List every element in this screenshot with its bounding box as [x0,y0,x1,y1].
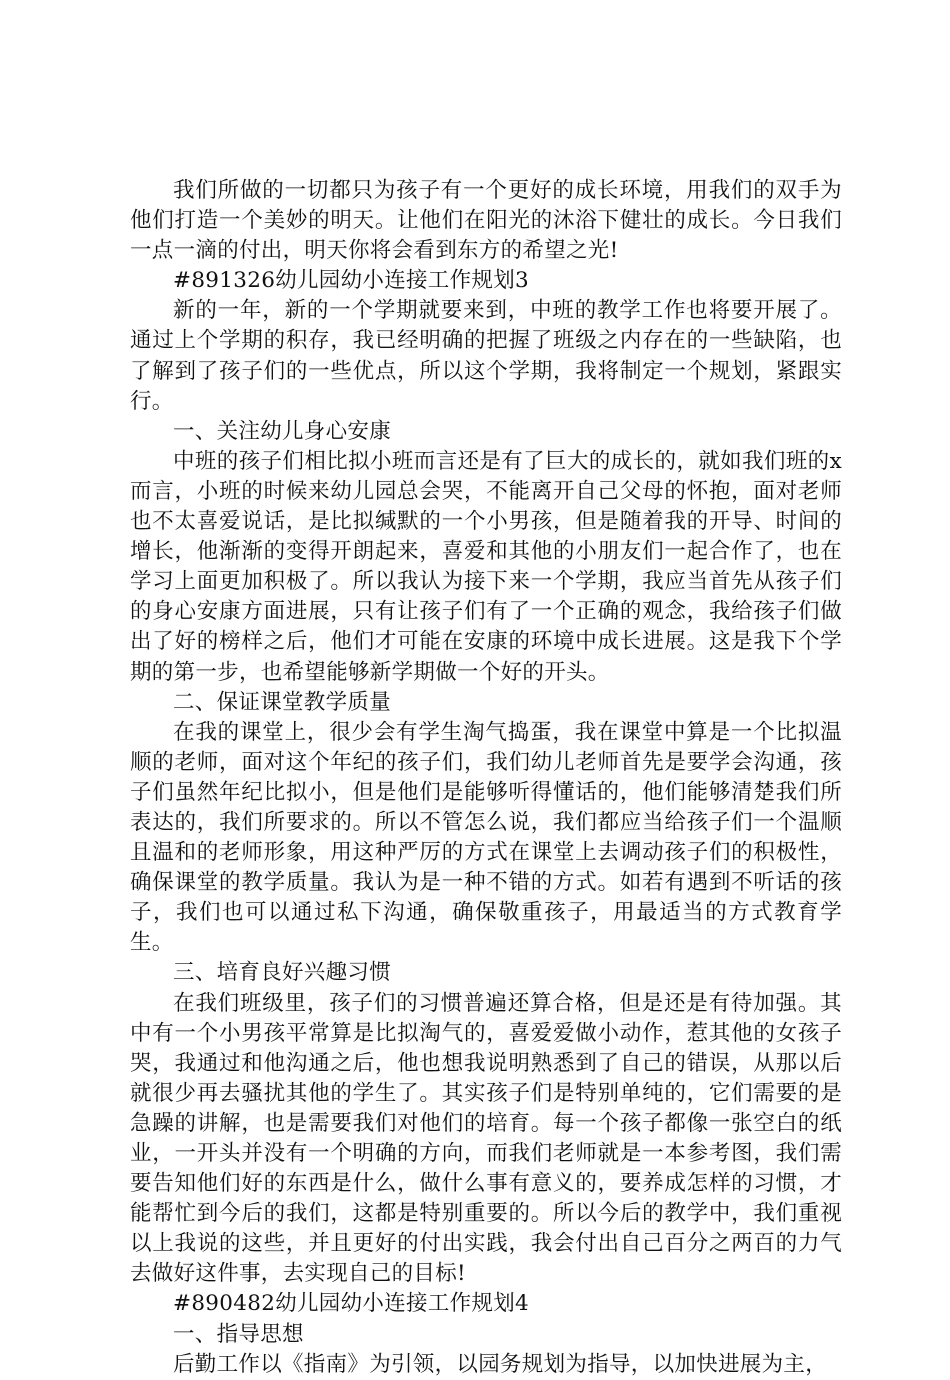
paragraph-closing-statement: 我们所做的一切都只为孩子有一个更好的成长环境，用我们的双手为他们打造一个美妙的明天。让他们在阳光的沐浴下健壮的成长。今日我们一点一滴的付出，明天你将会看到东方的希望之光! [130,178,842,264]
section-title-plan-3: #891326幼儿园幼小连接工作规划3 [173,268,529,294]
heading-teaching-quality: 二、保证课堂教学质量 [173,689,392,715]
paragraph-new-semester: 新的一年，新的一个学期就要来到，中班的教学工作也将要开展了。通过上个学期的积存，我已经明确的把握了班级之内存在的一些缺陷，也了解到了孩子们的一些优点，所以这个学期，我将制定一个规划，紧跟实行。 [130,298,842,414]
paragraph-health: 中班的孩子们相比拟小班而言还是有了巨大的成长的，就如我们班的x而言，小班的时候来幼儿园总会哭，不能离开自己父母的怀抱，面对老师也不太喜爱说话，是比拟缄默的一个小男孩，但是随着我的开导、时间的增长，他渐渐的变得开朗起来，喜爱和其他的小朋友们一起合作了，也在学习上面更加积极了。所以我认为接下来一个学期，我应当首先从孩子们的身心安康方面进展，只有让孩子们有了一个正确的观念，我给孩子们做出了好的榜样之后，他们才可能在安康的环境中成长进展。这是我下个学期的第一步，也希望能够新学期做一个好的开头。 [130,448,842,685]
paragraph-logistics: 后勤工作以《指南》为引领，以园务规划为指导，以加快进展为主， [173,1351,828,1377]
document-body [130,176,842,1380]
section-title-plan-4: #890482幼儿园幼小连接工作规划4 [173,1291,529,1317]
heading-guiding-ideology: 一、指导思想 [173,1321,304,1347]
paragraph-habits: 在我们班级里，孩子们的习惯普遍还算合格，但是还是有待加强。其中有一个小男孩平常算是比拟淘气的，喜爱爱做小动作，惹其他的女孩子哭，我通过和他沟通之后，他也想我说明熟悉到了自己的错误，从那以后就很少再去骚扰其他的学生了。其实孩子们是特别单纯的，它们需要的是急躁的讲解，也是需要我们对他们的培育。每一个孩子都像一张空白的纸业，一开头并没有一个明确的方向，而我们老师就是一本参考图，我们需要告知他们好的东西是什么，做什么事有意义的，要养成怎样的习惯，才能帮忙到今后的我们，这都是特别重要的。所以今后的教学中，我们重视以上我说的这些，并且更好的付出实践，我会付出自己百分之两百的力气去做好这件事，去实现自己的目标! [130,990,842,1287]
heading-habits: 三、培育良好兴趣习惯 [173,960,392,986]
paragraph-teaching-quality: 在我的课堂上，很少会有学生淘气捣蛋，我在课堂中算是一个比拟温顺的老师，面对这个年纪的孩子们，我们幼儿老师首先是要学会沟通，孩子们虽然年纪比拟小，但是他们是能够听得懂话的，他们能够清楚我们所表达的，我们所要求的。所以不管怎么说，我们都应当给孩子们一个温顺且温和的老师形象，用这种严厉的方式在课堂上去调动孩子们的积极性，确保课堂的教学质量。我认为是一种不错的方式。如若有遇到不听话的孩子，我们也可以通过私下沟通，确保敬重孩子，用最适当的方式教育学生。 [130,719,842,956]
heading-health: 一、关注幼儿身心安康 [173,418,392,444]
